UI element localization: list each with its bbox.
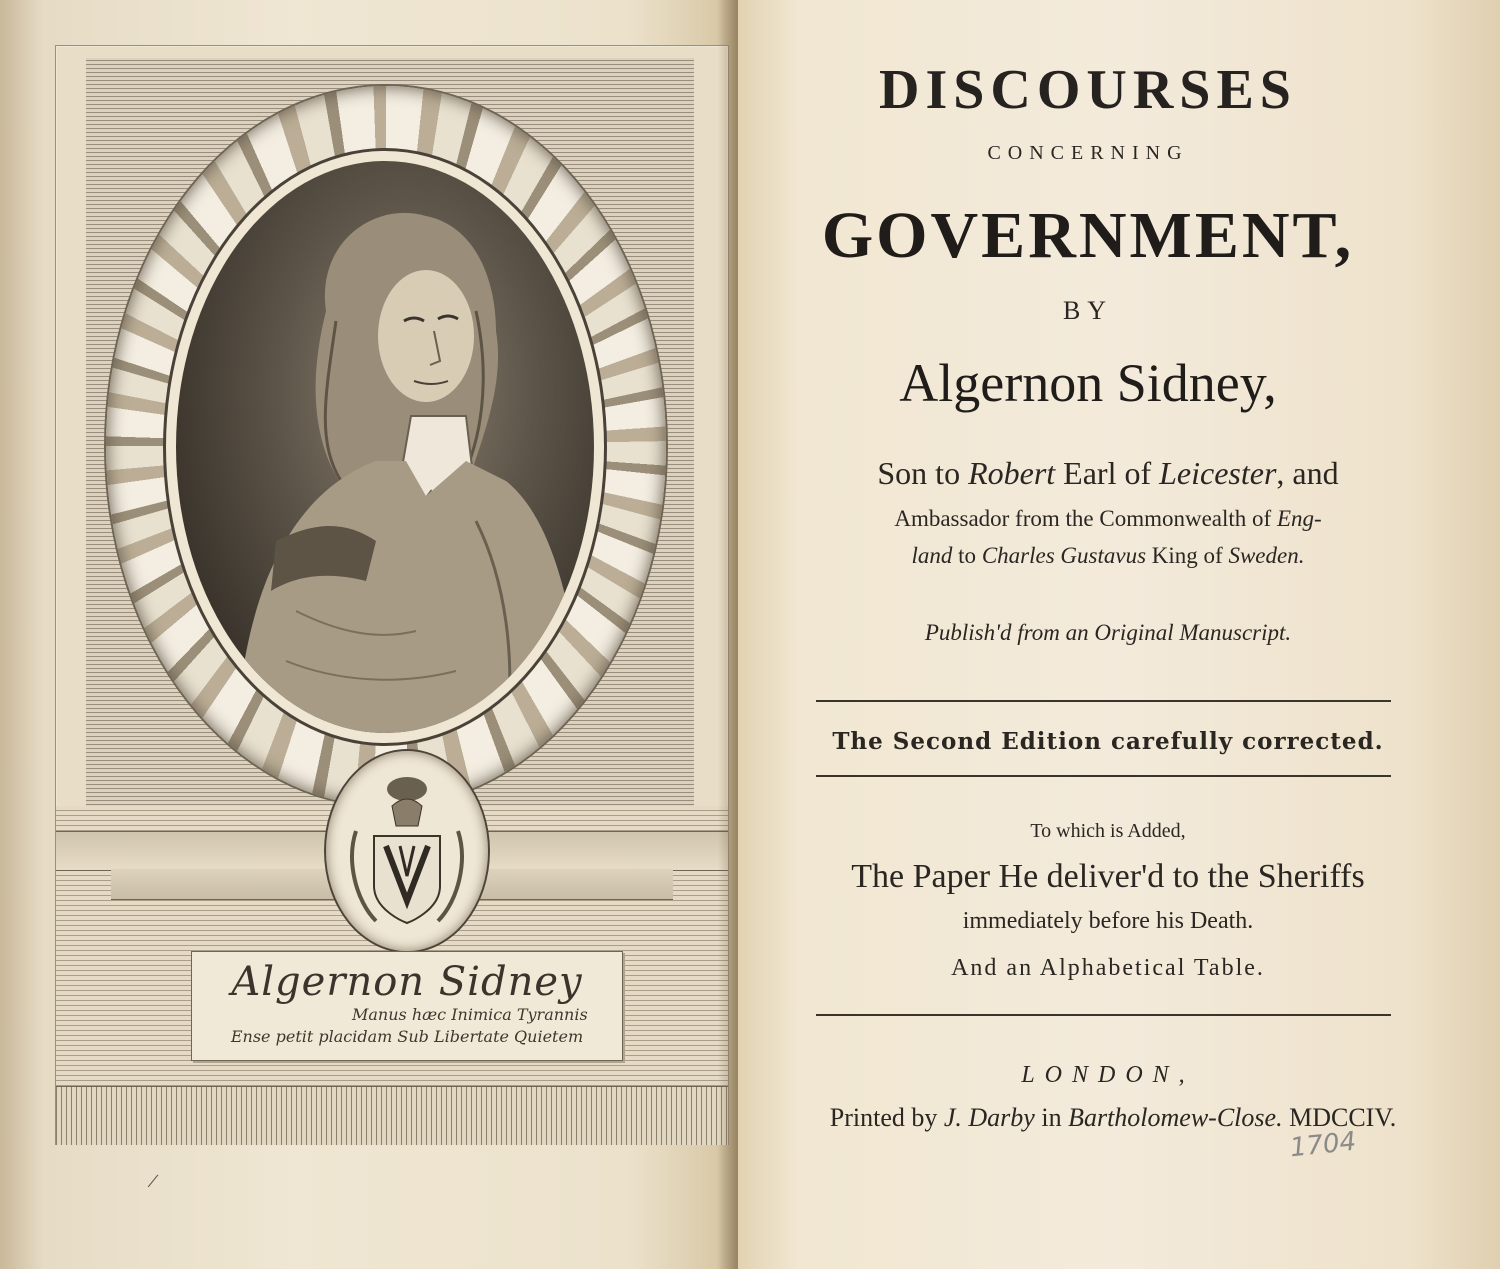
imprint-london: LONDON,: [1021, 1062, 1195, 1088]
pencil-year: 1704: [1288, 1126, 1358, 1164]
coat-of-arms: [326, 751, 488, 951]
frontispiece-page: [0, 0, 738, 1269]
rule-1: [816, 700, 1391, 702]
engraved-signature: Algernon Sidney: [231, 959, 583, 1005]
nameplate: [191, 951, 623, 1061]
rule-2: [816, 775, 1391, 777]
title-concerning: CONCERNING: [987, 142, 1189, 164]
sweden-text: Sweden.: [1228, 543, 1305, 568]
darby-text: J. Darby: [943, 1103, 1035, 1132]
published-note: Publish'd from an Original Manuscript.: [924, 620, 1292, 645]
title-discourses: DISCOURSES: [879, 59, 1297, 121]
author-name: Algernon Sidney,: [899, 353, 1277, 413]
charles-text: Charles Gustavus: [981, 543, 1147, 568]
in-text: in: [1034, 1103, 1069, 1132]
to-text: to: [952, 543, 982, 568]
table-line: And an Alphabetical Table.: [951, 955, 1265, 981]
year-roman: MDCCIV.: [1282, 1103, 1397, 1132]
eng-text: Eng-: [1276, 506, 1322, 531]
ambassador-text: Ambassador from the Commonwealth of: [894, 506, 1277, 531]
pedestal-base: [56, 1086, 728, 1145]
portrait-figure: [176, 161, 594, 733]
printed-by-text: Printed by: [829, 1103, 944, 1132]
portrait-oval: [176, 161, 594, 733]
robert-text: Robert: [968, 455, 1056, 491]
to-which-added: To which is Added,: [1030, 820, 1186, 842]
and-text: , and: [1276, 455, 1339, 491]
imprint-printer: [733, 1103, 1493, 1133]
paper-line: The Paper He deliver'd to the Sheriffs: [851, 858, 1365, 895]
death-line: immediately before his Death.: [962, 908, 1254, 934]
title-page: [738, 0, 1500, 1269]
title-government: GOVERNMENT,: [821, 199, 1355, 272]
sweden-line: [738, 543, 1478, 569]
rule-3: [816, 1014, 1391, 1016]
bartholomew-close-text: Bartholomew-Close.: [1068, 1103, 1283, 1132]
land-text: land: [911, 543, 953, 568]
author-parentage: [738, 455, 1478, 492]
king-of-text: King of: [1146, 543, 1229, 568]
edition-note: The Second Edition carefully corrected.: [832, 728, 1384, 755]
title-by: BY: [1062, 296, 1114, 325]
earl-of-text: Earl of: [1055, 455, 1160, 491]
pencil-mark: /: [146, 1167, 161, 1194]
engraved-plate: [55, 45, 729, 1145]
motto-line-2: Ense petit placidam Sub Libertate Quietem: [230, 1027, 584, 1046]
motto-line-1: Manus hæc Inimica Tyrannis: [352, 1005, 588, 1024]
son-to-text: Son to: [877, 455, 969, 491]
leicester-text: Leicester: [1159, 455, 1277, 491]
heraldic-crest-icon: [326, 751, 488, 951]
ambassador-line: [738, 506, 1478, 532]
